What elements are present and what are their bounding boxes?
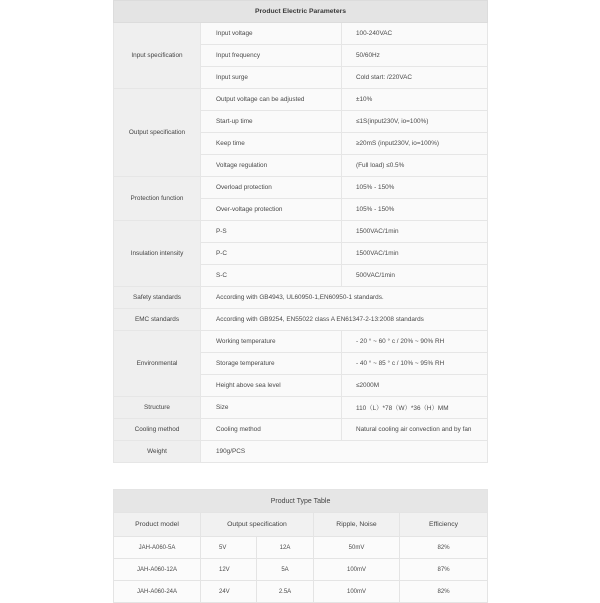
ripple-cell: 100mV — [314, 559, 400, 581]
table-row — [114, 397, 488, 419]
table-row — [114, 441, 488, 463]
efficiency-cell: 82% — [400, 537, 488, 559]
table-row — [114, 287, 488, 309]
param-value: 50/60Hz — [342, 45, 488, 67]
param-value: Cold start: /220VAC — [342, 67, 488, 89]
param-value: 100-240VAC — [342, 23, 488, 45]
category-protection-function: Protection function — [114, 177, 201, 221]
table-row — [114, 309, 488, 331]
product-type-table — [113, 489, 488, 603]
param-label: Height above sea level — [201, 375, 342, 397]
category-structure: Structure — [114, 397, 201, 419]
param-value: ≥20mS (input230V, io=100%) — [342, 133, 488, 155]
efficiency-cell: 82% — [400, 581, 488, 603]
param-value: According with GB9254, EN55022 class A EN61347-2-13:2008 standards — [201, 309, 488, 331]
electric-parameters-table — [113, 0, 488, 463]
param-value: - 40 ° ~ 85 ° c / 10% ~ 95% RH — [342, 353, 488, 375]
param-value: ±10% — [342, 89, 488, 111]
table-row — [114, 89, 488, 111]
category-output-specification: Output specification — [114, 89, 201, 177]
param-value: ≤1S(input230V, io=100%) — [342, 111, 488, 133]
param-value: 105% - 150% — [342, 177, 488, 199]
current-cell: 12A — [257, 537, 314, 559]
voltage-cell: 12V — [201, 559, 257, 581]
param-value: 110（L）*78（W）*36（H）MM — [342, 397, 488, 419]
param-label: Over-voltage protection — [201, 199, 342, 221]
param-label: Input surge — [201, 67, 342, 89]
param-label: Cooling method — [201, 419, 342, 441]
current-cell: 5A — [257, 559, 314, 581]
category-input-specification: Input specification — [114, 23, 201, 89]
model-cell: JAH-A060-5A — [114, 537, 201, 559]
header-output-specification: Output specification — [201, 513, 314, 537]
param-label: Overload protection — [201, 177, 342, 199]
param-value: 1500VAC/1min — [342, 221, 488, 243]
param-label: Input voltage — [201, 23, 342, 45]
model-cell: JAH-A060-24A — [114, 581, 201, 603]
table-row — [114, 221, 488, 243]
header-product-model: Product model — [114, 513, 201, 537]
param-value: - 20 ° ~ 60 ° c / 20% ~ 90% RH — [342, 331, 488, 353]
table-row — [114, 537, 488, 559]
header-ripple-noise: Ripple, Noise — [314, 513, 400, 537]
param-label: Voltage regulation — [201, 155, 342, 177]
category-environmental: Environmental — [114, 331, 201, 397]
param-label: Size — [201, 397, 342, 419]
params-title: Product Electric Parameters — [114, 1, 488, 23]
param-value: 105% - 150% — [342, 199, 488, 221]
table-row — [114, 23, 488, 45]
param-value: 1500VAC/1min — [342, 243, 488, 265]
category-cooling-method: Cooling method — [114, 419, 201, 441]
table-header-row — [114, 513, 488, 537]
category-insulation-intensity: Insulation intensity — [114, 221, 201, 287]
param-value: Natural cooling air convection and by fan — [342, 419, 488, 441]
param-label: Output voltage can be adjusted — [201, 89, 342, 111]
header-efficiency: Efficiency — [400, 513, 488, 537]
param-label: Working temperature — [201, 331, 342, 353]
table-row — [114, 177, 488, 199]
table-row — [114, 419, 488, 441]
param-label: Start-up time — [201, 111, 342, 133]
param-value: 190g/PCS — [201, 441, 488, 463]
param-label: Input frequency — [201, 45, 342, 67]
param-label: P-S — [201, 221, 342, 243]
ripple-cell: 50mV — [314, 537, 400, 559]
category-emc-standards: EMC standards — [114, 309, 201, 331]
efficiency-cell: 87% — [400, 559, 488, 581]
param-value: ≤2000M — [342, 375, 488, 397]
voltage-cell: 5V — [201, 537, 257, 559]
current-cell: 2.5A — [257, 581, 314, 603]
param-value: 500VAC/1min — [342, 265, 488, 287]
category-weight: Weight — [114, 441, 201, 463]
table-row — [114, 559, 488, 581]
category-safety-standards: Safety standards — [114, 287, 201, 309]
param-label: Storage temperature — [201, 353, 342, 375]
model-cell: JAH-A060-12A — [114, 559, 201, 581]
param-value: According with GB4943, UL60950-1,EN60950-1 standards. — [201, 287, 488, 309]
param-label: Keep time — [201, 133, 342, 155]
table-row — [114, 331, 488, 353]
voltage-cell: 24V — [201, 581, 257, 603]
table-row — [114, 581, 488, 603]
ripple-cell: 100mV — [314, 581, 400, 603]
param-label: P-C — [201, 243, 342, 265]
types-title: Product Type Table — [114, 490, 488, 513]
param-label: S-C — [201, 265, 342, 287]
param-value: (Full load) ≤0.5% — [342, 155, 488, 177]
